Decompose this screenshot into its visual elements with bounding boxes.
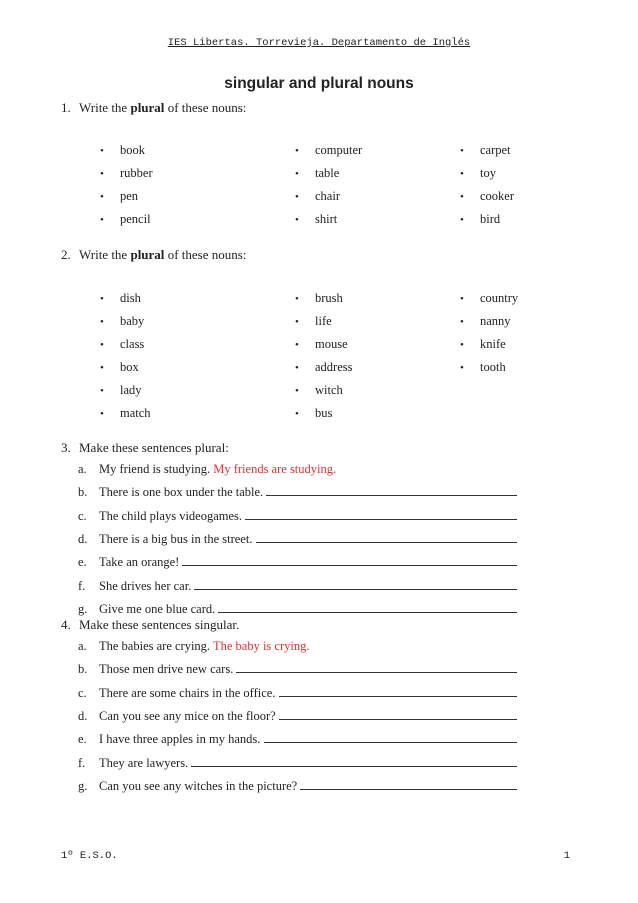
question-number: 4. [61, 617, 71, 632]
noun-item [100, 166, 153, 189]
q1-column-2 [295, 143, 362, 235]
sentence-row [78, 709, 517, 724]
bullet-icon: • [100, 168, 104, 180]
noun-item [460, 212, 514, 235]
bullet-icon: • [295, 362, 299, 374]
sentence-letter: a. [78, 462, 87, 476]
sentence-letter: d. [78, 708, 88, 723]
question-text: Make these sentences singular. [79, 617, 240, 632]
bullet-icon: • [295, 385, 299, 397]
answer-blank-field[interactable] [256, 532, 517, 543]
sentence-row [78, 662, 517, 677]
footer-level: 1º E.S.O. [61, 850, 118, 862]
question-number: 3. [61, 440, 71, 455]
bullet-icon: • [295, 293, 299, 305]
noun-text: dish [120, 291, 141, 305]
answer-blank-field[interactable] [194, 579, 517, 590]
noun-item [100, 212, 153, 235]
question-1 [61, 100, 246, 116]
noun-text: country [480, 291, 519, 305]
noun-item [100, 406, 151, 429]
q1-column-3 [460, 143, 514, 235]
sentence-letter: b. [78, 485, 88, 500]
bullet-icon: • [460, 214, 464, 226]
sentence-row [78, 732, 517, 747]
bullet-icon: • [460, 168, 464, 180]
page-title: singular and plural nouns [224, 75, 414, 92]
noun-item [100, 314, 151, 337]
sentence-text: Give me one blue card. [99, 601, 216, 616]
answer-blank-field[interactable] [245, 509, 517, 520]
noun-text: cooker [480, 189, 515, 203]
sentence-row [78, 532, 517, 547]
bullet-icon: • [460, 362, 464, 374]
noun-text: life [315, 314, 332, 328]
question-4 [61, 617, 239, 633]
noun-item [295, 143, 362, 166]
sentence-text: My friend is studying. [99, 462, 211, 476]
answer-blank-field[interactable] [264, 732, 517, 743]
noun-text: knife [480, 337, 506, 351]
noun-item [100, 291, 151, 314]
sentence-text: The babies are crying. [99, 639, 211, 653]
bullet-icon: • [100, 408, 104, 420]
sentence-letter: g. [78, 601, 88, 616]
noun-text: baby [120, 314, 145, 328]
q1-column-1 [100, 143, 153, 235]
question-bold: plural [130, 247, 165, 262]
answer-blank-field[interactable] [182, 555, 517, 566]
noun-item [295, 291, 353, 314]
bullet-icon: • [295, 316, 299, 328]
noun-text: mouse [315, 337, 348, 351]
sentence-text: There are some chairs in the office. [99, 685, 276, 700]
q2-column-1 [100, 291, 151, 429]
bullet-icon: • [295, 214, 299, 226]
sentence-row [78, 779, 517, 794]
sentence-text: Can you see any mice on the floor? [99, 708, 276, 723]
sentence-text: There is a big bus in the street. [99, 531, 253, 546]
question-text: Write the [79, 247, 131, 262]
sentence-text: Those men drive new cars. [99, 662, 234, 677]
bullet-icon: • [100, 362, 104, 374]
noun-text: toy [480, 166, 496, 180]
sentence-text: They are lawyers. [99, 755, 189, 770]
noun-item [295, 406, 353, 429]
question-text: Make these sentences plural: [79, 440, 229, 455]
answer-blank-field[interactable] [236, 662, 517, 673]
bullet-icon: • [460, 316, 464, 328]
answer-blank-field[interactable] [218, 602, 517, 613]
noun-text: address [315, 360, 353, 374]
sentence-row [78, 579, 517, 594]
noun-item [295, 189, 362, 212]
noun-text: bird [480, 212, 501, 226]
sentence-letter: e. [78, 555, 87, 570]
bullet-icon: • [460, 145, 464, 157]
noun-item [295, 212, 362, 235]
sentence-row [78, 462, 336, 477]
sentence-row [78, 756, 517, 771]
noun-item [295, 383, 353, 406]
noun-text: pen [120, 189, 139, 203]
bullet-icon: • [100, 214, 104, 226]
bullet-icon: • [100, 339, 104, 351]
sentence-letter: e. [78, 732, 87, 747]
bullet-icon: • [100, 191, 104, 203]
answer-blank-field[interactable] [266, 485, 517, 496]
noun-item [295, 360, 353, 383]
sentence-text: She drives her car. [99, 578, 192, 593]
bullet-icon: • [460, 339, 464, 351]
noun-item [460, 314, 518, 337]
sentence-letter: d. [78, 531, 88, 546]
noun-text: bus [315, 406, 333, 420]
noun-text: pencil [120, 212, 151, 226]
bullet-icon: • [100, 385, 104, 397]
bullet-icon: • [460, 293, 464, 305]
sentence-row [78, 485, 517, 500]
answer-blank-field[interactable] [191, 756, 517, 767]
noun-text: computer [315, 143, 363, 157]
q2-column-2 [295, 291, 353, 429]
example-answer: The baby is crying. [210, 639, 310, 653]
question-number: 1. [61, 100, 71, 115]
sentence-letter: a. [78, 639, 87, 653]
noun-item [100, 337, 151, 360]
noun-text: book [120, 143, 145, 157]
sentence-letter: f. [78, 755, 86, 770]
noun-text: lady [120, 383, 142, 397]
header-text: IES Libertas. Torrevieja. Departamento de Inglés [167, 37, 471, 49]
noun-text: rubber [120, 166, 153, 180]
sentence-letter: f. [78, 578, 86, 593]
sentence-row [78, 639, 309, 654]
question-3 [61, 440, 229, 456]
noun-item [460, 337, 518, 360]
bullet-icon: • [460, 191, 464, 203]
noun-item [295, 337, 353, 360]
noun-item [460, 360, 518, 383]
noun-text: nanny [480, 314, 511, 328]
noun-item [100, 360, 151, 383]
sentence-letter: c. [78, 508, 87, 523]
noun-item [460, 143, 514, 166]
noun-text: class [120, 337, 145, 351]
footer-page-number: 1 [563, 850, 570, 862]
noun-text: chair [315, 189, 340, 203]
sentence-text: Can you see any witches in the picture? [99, 778, 298, 793]
answer-blank-field[interactable] [300, 779, 517, 790]
answer-blank-field[interactable] [279, 686, 517, 697]
noun-text: table [315, 166, 340, 180]
sentence-letter: c. [78, 685, 87, 700]
noun-text: carpet [480, 143, 511, 157]
noun-item [460, 166, 514, 189]
q2-column-3 [460, 291, 518, 383]
noun-item [295, 314, 353, 337]
noun-text: tooth [480, 360, 506, 374]
bullet-icon: • [100, 316, 104, 328]
sentence-text: There is one box under the table. [99, 485, 264, 500]
bullet-icon: • [100, 293, 104, 305]
noun-item [100, 143, 153, 166]
noun-text: box [120, 360, 139, 374]
noun-item [295, 166, 362, 189]
question-2 [61, 247, 246, 263]
noun-text: witch [315, 383, 343, 397]
bullet-icon: • [295, 339, 299, 351]
noun-text: match [120, 406, 151, 420]
bullet-icon: • [295, 191, 299, 203]
bullet-icon: • [295, 145, 299, 157]
noun-item [100, 383, 151, 406]
noun-item [100, 189, 153, 212]
sentence-row [78, 555, 517, 570]
page-header [0, 37, 638, 49]
sentence-text: The child plays videogames. [99, 508, 243, 523]
sentence-text: I have three apples in my hands. [99, 732, 261, 747]
bullet-icon: • [100, 145, 104, 157]
example-answer: My friends are studying. [210, 462, 337, 476]
sentence-letter: b. [78, 662, 88, 677]
answer-blank-field[interactable] [279, 709, 517, 720]
sentence-text: Take an orange! [99, 555, 180, 570]
noun-text: shirt [315, 212, 338, 226]
sentence-row [78, 509, 517, 524]
noun-text: brush [315, 291, 343, 305]
sentence-row [78, 602, 517, 617]
noun-item [460, 189, 514, 212]
sentence-letter: g. [78, 778, 88, 793]
bullet-icon: • [295, 408, 299, 420]
sentence-row [78, 686, 517, 701]
question-text: Write the [79, 100, 131, 115]
noun-item [460, 291, 518, 314]
question-number: 2. [61, 247, 71, 262]
bullet-icon: • [295, 168, 299, 180]
question-text: of these nouns: [164, 247, 247, 262]
question-text: of these nouns: [164, 100, 247, 115]
question-bold: plural [130, 100, 165, 115]
